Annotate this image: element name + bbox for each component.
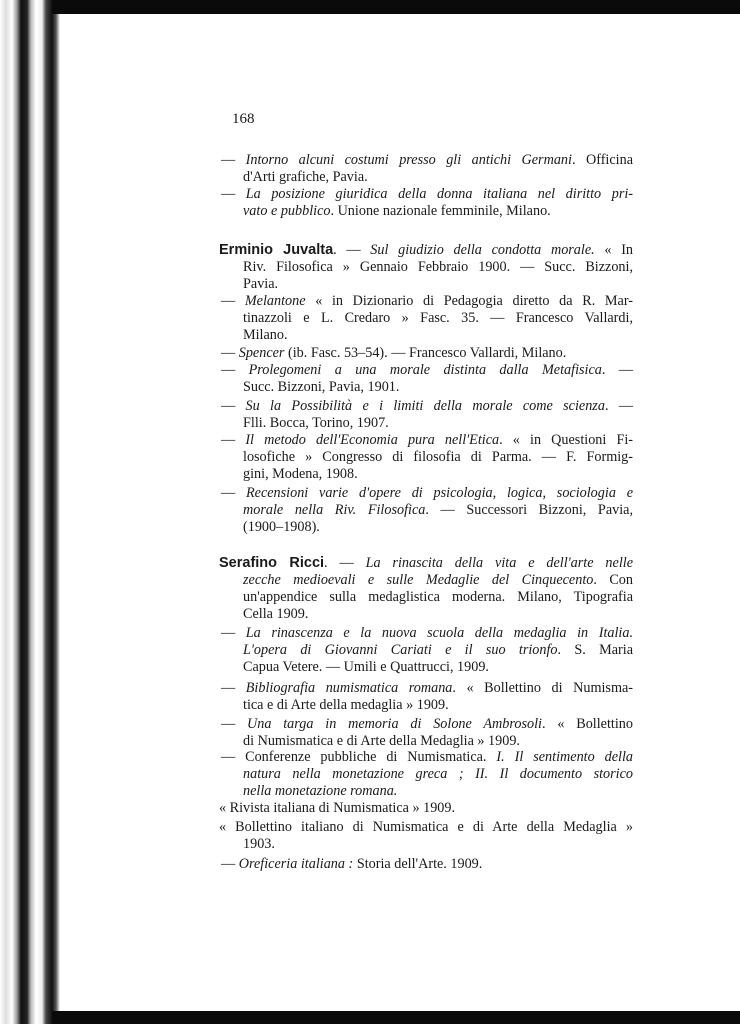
- entry-14-line-0: [219, 799, 455, 817]
- citation-text: —: [221, 680, 246, 696]
- entry-9-line-2: [243, 588, 633, 606]
- entry-9-line-1: [243, 571, 633, 589]
- entry-0-line-0: [221, 151, 633, 169]
- entry-5-line-0: [221, 361, 633, 379]
- citation-text: . Officina: [571, 152, 633, 168]
- entry-6-line-1: [243, 414, 389, 432]
- citation-text: . —: [601, 362, 633, 378]
- entry-1-line-0: [221, 185, 633, 203]
- entry-13-line-2: [243, 782, 397, 800]
- entry-16-line-0: [221, 855, 482, 873]
- work-title: La rinascenza e la nuova scuola della medaglia in Italia.: [245, 625, 634, 641]
- work-title: Intorno alcuni costumi presso gli antichi Germani: [245, 152, 572, 168]
- work-title: zecche medioevali e sulle Medaglie del Cinquecento: [243, 572, 594, 588]
- work-title: Melantone: [244, 293, 306, 309]
- citation-text: Flli. Bocca, Torino, 1907.: [243, 415, 389, 431]
- author-name: Erminio Juvalta: [219, 242, 334, 258]
- entry-15-line-1: [243, 835, 275, 853]
- citation-text: . —: [324, 555, 366, 571]
- citation-text: « Rivista italiana di Numismatica » 1909.: [219, 800, 456, 816]
- citation-text: . Unione nazionale femminile, Milano.: [330, 203, 551, 219]
- work-title: Recensioni varie d'opere di psicologia, logica, sociologia e: [246, 485, 634, 501]
- citation-text: —: [221, 345, 239, 361]
- work-title: natura nella monetazione greca ; II. Il documento storico: [243, 766, 633, 782]
- citation-text: Milano.: [243, 327, 288, 343]
- citation-text: . — Successori Bizzoni, Pavia,: [425, 502, 633, 518]
- entry-10-line-0: [221, 624, 633, 642]
- work-title: Su la Possibilità e i limiti della morale come scienza: [245, 398, 605, 414]
- work-title: Bibliografia numismatica romana: [245, 680, 453, 696]
- citation-text: di Numismatica e di Arte della Medaglia » 1909.: [243, 733, 520, 749]
- citation-text: . —: [333, 242, 371, 258]
- entry-3-line-2: [243, 326, 288, 344]
- entry-11-line-0: [221, 679, 633, 697]
- citation-text: —: [221, 485, 246, 501]
- citation-text: Pavia.: [243, 276, 279, 292]
- entry-7-line-0: [221, 431, 633, 449]
- citation-text: tica e di Arte della medaglia » 1909.: [243, 697, 449, 713]
- work-title: I. Il sentimento della: [496, 749, 633, 765]
- entry-6-line-0: [221, 397, 633, 415]
- citation-text: un'appendice sulla medaglistica moderna. Milano, Tipografia: [243, 589, 633, 605]
- work-title: vato e pubblico: [243, 203, 331, 219]
- citation-text: . « in Questioni Fi-: [499, 432, 634, 448]
- citation-text: —: [221, 152, 246, 168]
- author-name: Serafino Ricci: [219, 555, 325, 571]
- entry-3-line-0: [221, 292, 633, 310]
- entry-9-line-3: [243, 605, 308, 623]
- citation-text: —: [221, 625, 246, 641]
- entry-15-line-0: [219, 818, 633, 836]
- work-title: L'opera di Giovanni Cariati e il suo trionfo: [243, 642, 558, 658]
- entry-13-line-0: [221, 748, 633, 766]
- entry-0-line-1: [243, 168, 368, 186]
- citation-text: (ib. Fasc. 53–54). — Francesco Vallardi, Milano.: [284, 345, 567, 361]
- entry-12-line-0: [221, 715, 633, 733]
- citation-text: . S. Maria: [557, 642, 633, 658]
- entry-1-line-1: [243, 202, 551, 220]
- citation-text: —: [221, 716, 247, 732]
- citation-text: Cella 1909.: [243, 606, 309, 622]
- work-title: La rinascita della vita e dell'arte nelle: [365, 555, 633, 571]
- entry-13-line-1: [243, 765, 633, 783]
- entry-10-line-1: [243, 641, 633, 659]
- citation-text: Riv. Filosofica » Gennaio Febbraio 1900. — Succ. Bizzoni,: [243, 259, 633, 275]
- entry-3-line-1: [243, 309, 633, 327]
- entry-5-line-1: [243, 378, 399, 396]
- citation-text: . « Bollettino di Numisma-: [452, 680, 634, 696]
- entry-8-line-1: [243, 501, 633, 519]
- citation-text: losofiche » Congresso di filosofia di Parma. — F. Formig-: [243, 449, 633, 465]
- citation-text: —: [221, 432, 246, 448]
- entry-2-line-1: [243, 258, 633, 276]
- work-title: Oreficeria italiana :: [238, 856, 354, 872]
- work-title: Il metodo dell'Economia pura nell'Etica: [245, 432, 500, 448]
- entry-8-line-2: [243, 518, 320, 536]
- citation-text: d'Arti grafiche, Pavia.: [243, 169, 368, 185]
- citation-text: tinazzoli e L. Credaro » Fasc. 35. — Francesco Vallardi,: [243, 310, 633, 326]
- entry-8-line-0: [221, 484, 633, 502]
- work-title: Sul giudizio della condotta morale.: [370, 242, 595, 258]
- citation-text: Succ. Bizzoni, Pavia, 1901.: [243, 379, 400, 395]
- citation-text: . « Bollettino: [541, 716, 633, 732]
- citation-text: 1903.: [243, 836, 275, 852]
- work-title: Prolegomeni a una morale distinta dalla Metafisica: [248, 362, 602, 378]
- citation-text: « in Dizionario di Pedagogia diretto da R. Mar-: [305, 293, 633, 309]
- page-number: 168: [232, 111, 255, 127]
- scan-top-border: [52, 0, 740, 14]
- entry-7-line-1: [243, 448, 633, 466]
- scan-bottom-border: [52, 1011, 740, 1024]
- citation-text: « In: [594, 242, 634, 258]
- entry-9-line-0: [219, 554, 633, 572]
- citation-text: « Bollettino italiano di Numismatica e di Arte della Medaglia »: [219, 819, 633, 835]
- citation-text: (1900–1908).: [243, 519, 320, 535]
- citation-text: . Con: [593, 572, 633, 588]
- citation-text: —: [221, 362, 249, 378]
- entry-11-line-1: [243, 696, 449, 714]
- entry-2-line-2: [243, 275, 278, 293]
- citation-text: —: [221, 398, 246, 414]
- entry-4-line-0: [221, 344, 566, 362]
- citation-text: gini, Modena, 1908.: [243, 466, 358, 482]
- work-title: nella monetazione romana.: [243, 783, 398, 799]
- citation-text: . —: [604, 398, 634, 414]
- citation-text: Storia dell'Arte. 1909.: [353, 856, 483, 872]
- scan-binding-edge: [0, 0, 60, 1024]
- work-title: Una targa in memoria di Solone Ambrosoli: [247, 716, 542, 732]
- work-title: morale nella Riv. Filosofica: [243, 502, 426, 518]
- work-title: Spencer: [238, 345, 285, 361]
- citation-text: — Conferenze pubbliche di Numismatica.: [221, 749, 497, 765]
- entry-10-line-2: [243, 658, 489, 676]
- citation-text: —: [221, 186, 246, 202]
- citation-text: —: [221, 293, 245, 309]
- entry-7-line-2: [243, 465, 358, 483]
- citation-text: Capua Vetere. — Umili e Quattrucci, 1909.: [243, 659, 489, 675]
- entry-2-line-0: [219, 241, 633, 259]
- work-title: La posizione giuridica della donna italiana nel diritto pri-: [245, 186, 634, 202]
- citation-text: —: [221, 856, 239, 872]
